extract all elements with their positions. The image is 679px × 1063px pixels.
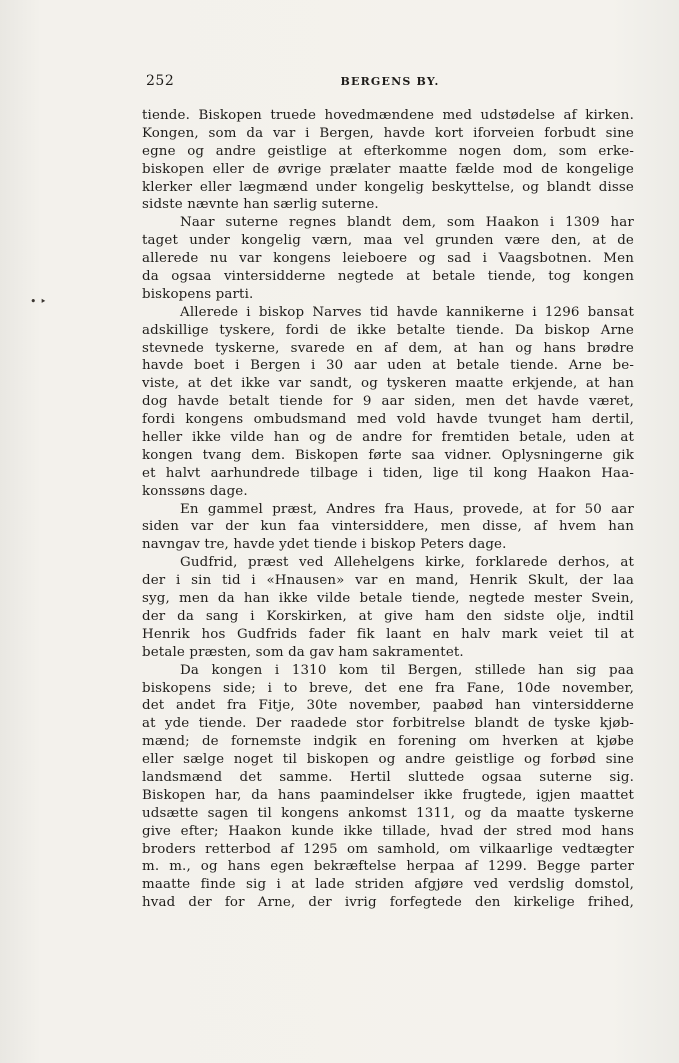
text-line: da ogsaa vintersidderne negtede at betale tiende, tog kongen (142, 269, 634, 285)
running-head: BERGENS BY. (340, 75, 440, 88)
text-line: syg, men da han ikke vilde betale tiende, negtede mester Svein, (142, 591, 634, 607)
text-line: Henrik hos Gudfrids fader fik laant en halv mark veiet til at (142, 626, 634, 642)
text-line: biskopens side; i to breve, det ene fra Fane, 10de november, (142, 680, 634, 696)
text-line: eller sælge noget til biskopen og andre geistlige og forbød sine (142, 752, 634, 768)
text-line: allerede nu var kongens leieboere og sad i Vaagsbotnen. Men (142, 251, 634, 267)
text-line: havde boet i Bergen i 30 aar uden at betale tiende. Arne be- (142, 358, 634, 374)
text-line: landsmænd det samme. Hertil sluttede ogsaa suterne sig. (142, 769, 634, 785)
text-line: betale præsten, som da gav ham sakramentet. (142, 644, 464, 660)
text-line: En gammel præst, Andres fra Haus, provede, at for 50 aar (180, 501, 634, 517)
text-line: m. m., og hans egen bekræftelse herpaa af 1299. Begge parter (142, 859, 634, 875)
text-line: hvad der for Arne, der ivrig forfegtede den kirkelige frihed, (142, 895, 634, 911)
text-line: tiende. Biskopen truede hovedmændene med udstødelse af kirken. (142, 108, 634, 123)
text-line: Da kongen i 1310 kom til Bergen, stillede han sig paa (180, 662, 634, 678)
text-line: taget under kongelig værn, maa vel grunden være den, at de (142, 233, 634, 249)
margin-mark: • ‣ (30, 295, 47, 308)
text-line: viste, at det ikke var sandt, og tyskeren maatte erkjende, at han (142, 376, 634, 392)
text-line: mænd; de fornemste indgik en forening om hverken at kjøbe (142, 734, 634, 750)
text-line: fordi kongens ombudsmand med vold havde tvunget ham dertil, (142, 412, 634, 428)
body-text (142, 107, 634, 912)
text-line: Naar suterne regnes blandt dem, som Haakon i 1309 har (180, 215, 634, 231)
text-line: der i sin tid i «Hnausen» var en mand, Henrik Skult, der laa (142, 573, 634, 589)
text-line: det andet fra Fitje, 30te november, paabød han vintersidderne (142, 698, 634, 714)
text-line: Gudfrid, præst ved Allehelgens kirke, forklarede derhos, at (180, 555, 634, 571)
text-line: Kongen, som da var i Bergen, havde kort iforveien forbudt sine (142, 125, 634, 141)
text-line: kongen tvang dem. Biskopen førte saa vidner. Oplysningerne gik (142, 447, 634, 463)
text-line: heller ikke vilde han og de andre for fremtiden betale, uden at (142, 430, 634, 446)
text-line: Biskopen har, da hans paamindelser ikke frugtede, igjen maattet (142, 787, 634, 803)
text-line: adskillige tyskere, fordi de ikke betalte tiende. Da biskop Arne (142, 322, 634, 338)
text-line: biskopens parti. (142, 286, 254, 302)
text-line: udsætte sagen til kongens ankomst 1311, og da maatte tyskerne (142, 805, 634, 821)
text-line: Allerede i biskop Narves tid havde kannikerne i 1296 bansat (180, 304, 634, 320)
text-line: konssøns dage. (142, 483, 248, 499)
text-line: broders retterbod af 1295 om samhold, om vilkaarlige vedtægter (142, 841, 634, 857)
text-line: navngav tre, havde ydet tiende i biskop Peters dage. (142, 537, 507, 553)
text-line: egne og andre geistlige at efterkomme nogen dom, som erke- (142, 143, 634, 159)
text-line: der da sang i Korskirken, at give ham den sidste olje, indtil (142, 608, 634, 624)
text-line: give efter; Haakon kunde ikke tillade, hvad der stred mod hans (142, 823, 634, 839)
page-number: 252 (146, 73, 175, 89)
text-line: sidste nævnte han særlig suterne. (142, 197, 379, 213)
text-line: at yde tiende. Der raadede stor forbitrelse blandt de tyske kjøb- (142, 716, 634, 732)
text-line: klerker eller lægmænd under kongelig beskyttelse, og blandt disse (142, 179, 634, 195)
page-header (146, 73, 634, 93)
text-line: stevnede tyskerne, svarede en af dem, at han og hans brødre (142, 340, 634, 356)
text-line: siden var der kun faa vintersiddere, men disse, af hvem han (142, 519, 634, 535)
text-line: et halvt aarhundrede tilbage i tiden, lige til kong Haakon Haa- (142, 465, 634, 481)
text-line: biskopen eller de øvrige prælater maatte fælde mod de kongelige (142, 161, 634, 177)
text-line: maatte finde sig i at lade striden afgjøre ved verdslig domstol, (142, 877, 634, 893)
text-line: dog havde betalt tiende for 9 aar siden, men det havde været, (142, 394, 634, 410)
